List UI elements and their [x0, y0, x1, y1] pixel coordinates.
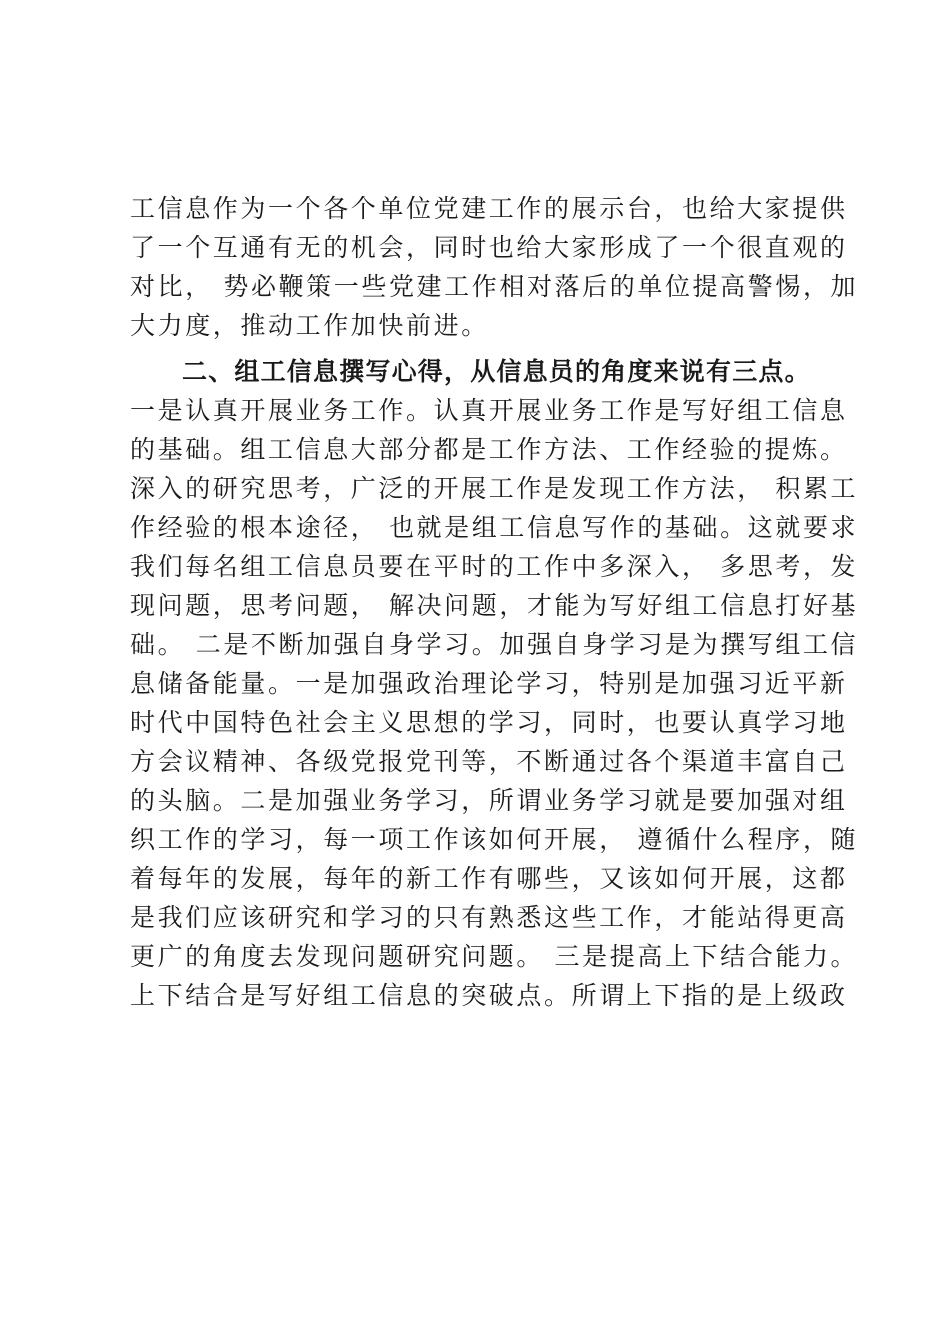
text-line: 我们每名组工信息员要在平时的工作中多深入， 多思考，发: [130, 552, 859, 581]
text-line: 了一个互通有无的机会，同时也给大家形成了一个很直观的: [130, 233, 848, 262]
text-line: 着每年的发展，每年的新工作有哪些，又该如何开展，这都: [130, 864, 848, 893]
document-body: [130, 189, 859, 1015]
text-line: 上下结合是写好组工信息的突破点。所谓上下指的是上级政: [130, 981, 848, 1010]
text-line: 工信息作为一个各个单位党建工作的展示台，也给大家提供: [130, 194, 848, 223]
text-line: 方会议精神、各级党报党刊等，不断通过各个渠道丰富自己: [130, 747, 848, 776]
text-line: 一是认真开展业务工作。认真开展业务工作是写好组工信息: [130, 396, 848, 425]
text-line: 的基础。组工信息大部分都是工作方法、工作经验的提炼。: [130, 435, 848, 464]
text-line: 现问题，思考问题， 解决问题，才能为写好组工信息打好基: [130, 591, 859, 620]
text-line: 织工作的学习，每一项工作该如何开展， 遵循什么程序，随: [130, 825, 859, 854]
text-line: 大力度，推动工作加快前进。: [130, 311, 489, 340]
text-line: 更广的角度去发现问题研究问题。 三是提高上下结合能力。: [130, 942, 859, 971]
text-line: 是我们应该研究和学习的只有熟悉这些工作，才能站得更高: [130, 903, 848, 932]
text-line: 时代中国特色社会主义思想的学习，同时，也要认真学习地: [130, 708, 848, 737]
section-heading: 二、组工信息撰写心得，从信息员的角度来说有三点。: [182, 357, 811, 386]
text-line: 的头脑。二是加强业务学习，所谓业务学习就是要加强对组: [130, 786, 848, 815]
text-line: 础。 二是不断加强自身学习。加强自身学习是为撰写组工信: [130, 630, 859, 659]
text-line: 息储备能量。一是加强政治理论学习，特别是加强习近平新: [130, 669, 848, 698]
text-line: 作经验的根本途径， 也就是组工信息写作的基础。这就要求: [130, 513, 859, 542]
text-line: 对比， 势必鞭策一些党建工作相对落后的单位提高警惕，加: [130, 272, 859, 301]
paragraph-continuation: [130, 189, 859, 345]
text-line: 深入的研究思考，广泛的开展工作是发现工作方法， 积累工: [130, 474, 859, 503]
paragraph-body: [130, 391, 859, 1015]
